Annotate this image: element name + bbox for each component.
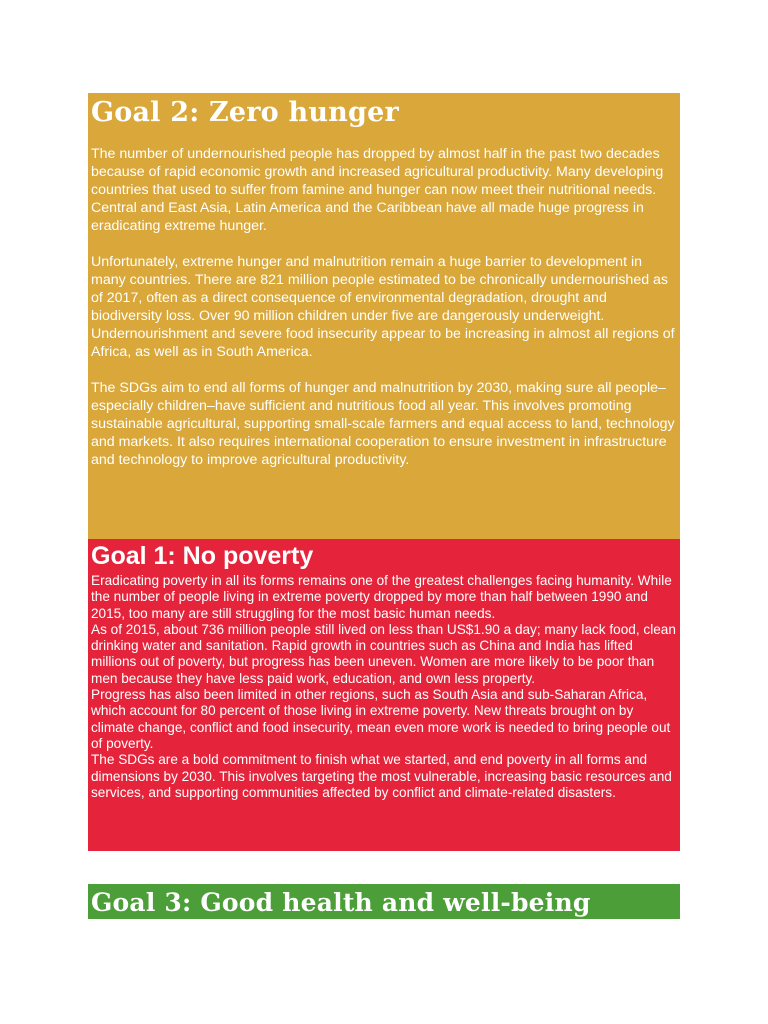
goal-1-paragraph: The SDGs are a bold commitment to finish what we started, and end poverty in all forms and dimensions by 2030. This involves targeting the most vulnerable, increasing basic resources and services, and supporting communities affected by conflict and climate-related disasters.	[91, 752, 672, 800]
goal-1-title: Goal 1: No poverty	[91, 542, 314, 570]
goal-2-paragraph: The number of undernourished people has dropped by almost half in the past two decades because of rapid economic growth and increased agricultural productivity. Many developing countries that used to suffer from famine and hunger can now meet their nutritional needs. Central and East Asia, Latin America and the Caribbean have all made huge progress in eradicating extreme hunger.	[91, 146, 664, 234]
goal-3-title: Goal 3: Good health and well-being	[91, 888, 591, 917]
goal-2-title: Goal 2: Zero hunger	[91, 97, 399, 128]
goal-3-section	[88, 884, 680, 919]
goal-1-section	[88, 539, 680, 851]
goal-1-paragraph: Progress has also been limited in other regions, such as South Asia and sub-Saharan Africa, which account for 80 percent of those living in extreme poverty. New threats brought on by climate change, conflict and food insecurity, mean even more work is needed to bring people out of poverty.	[91, 687, 671, 751]
goal-2-section	[88, 93, 680, 539]
goal-2-paragraph: Unfortunately, extreme hunger and malnutrition remain a huge barrier to development in many countries. There are 821 million people estimated to be chronically undernourished as of 2017, often as a direct consequence of environmental degradation, drought and biodiversity loss. Over 90 million children under five are dangerously underweight. Undernourishment and severe food insecurity appear to be increasing in almost all regions of Africa, as well as in South America.	[91, 254, 675, 360]
goal-1-paragraph: Eradicating poverty in all its forms remains one of the greatest challenges facing humanity. While the number of people living in extreme poverty dropped by more than half between 1990 and 2015, too many are still struggling for the most basic human needs.	[91, 573, 672, 621]
goal-1-paragraph: As of 2015, about 736 million people still lived on less than US$1.90 a day; many lack food, clean drinking water and sanitation. Rapid growth in countries such as China and India has lifted millions out of poverty, but progress has been uneven. Women are more likely to be poor than men because they have less paid work, education, and own less property.	[91, 621, 676, 686]
goal-2-paragraph: The SDGs aim to end all forms of hunger and malnutrition by 2030, making sure all people–especially children–have sufficient and nutritious food all year. This involves promoting sustainable agricultural, supporting small-scale farmers and equal access to land, technology and markets. It also requires international cooperation to ensure investment in infrastructure and technology to improve agricultural productivity.	[91, 380, 675, 468]
